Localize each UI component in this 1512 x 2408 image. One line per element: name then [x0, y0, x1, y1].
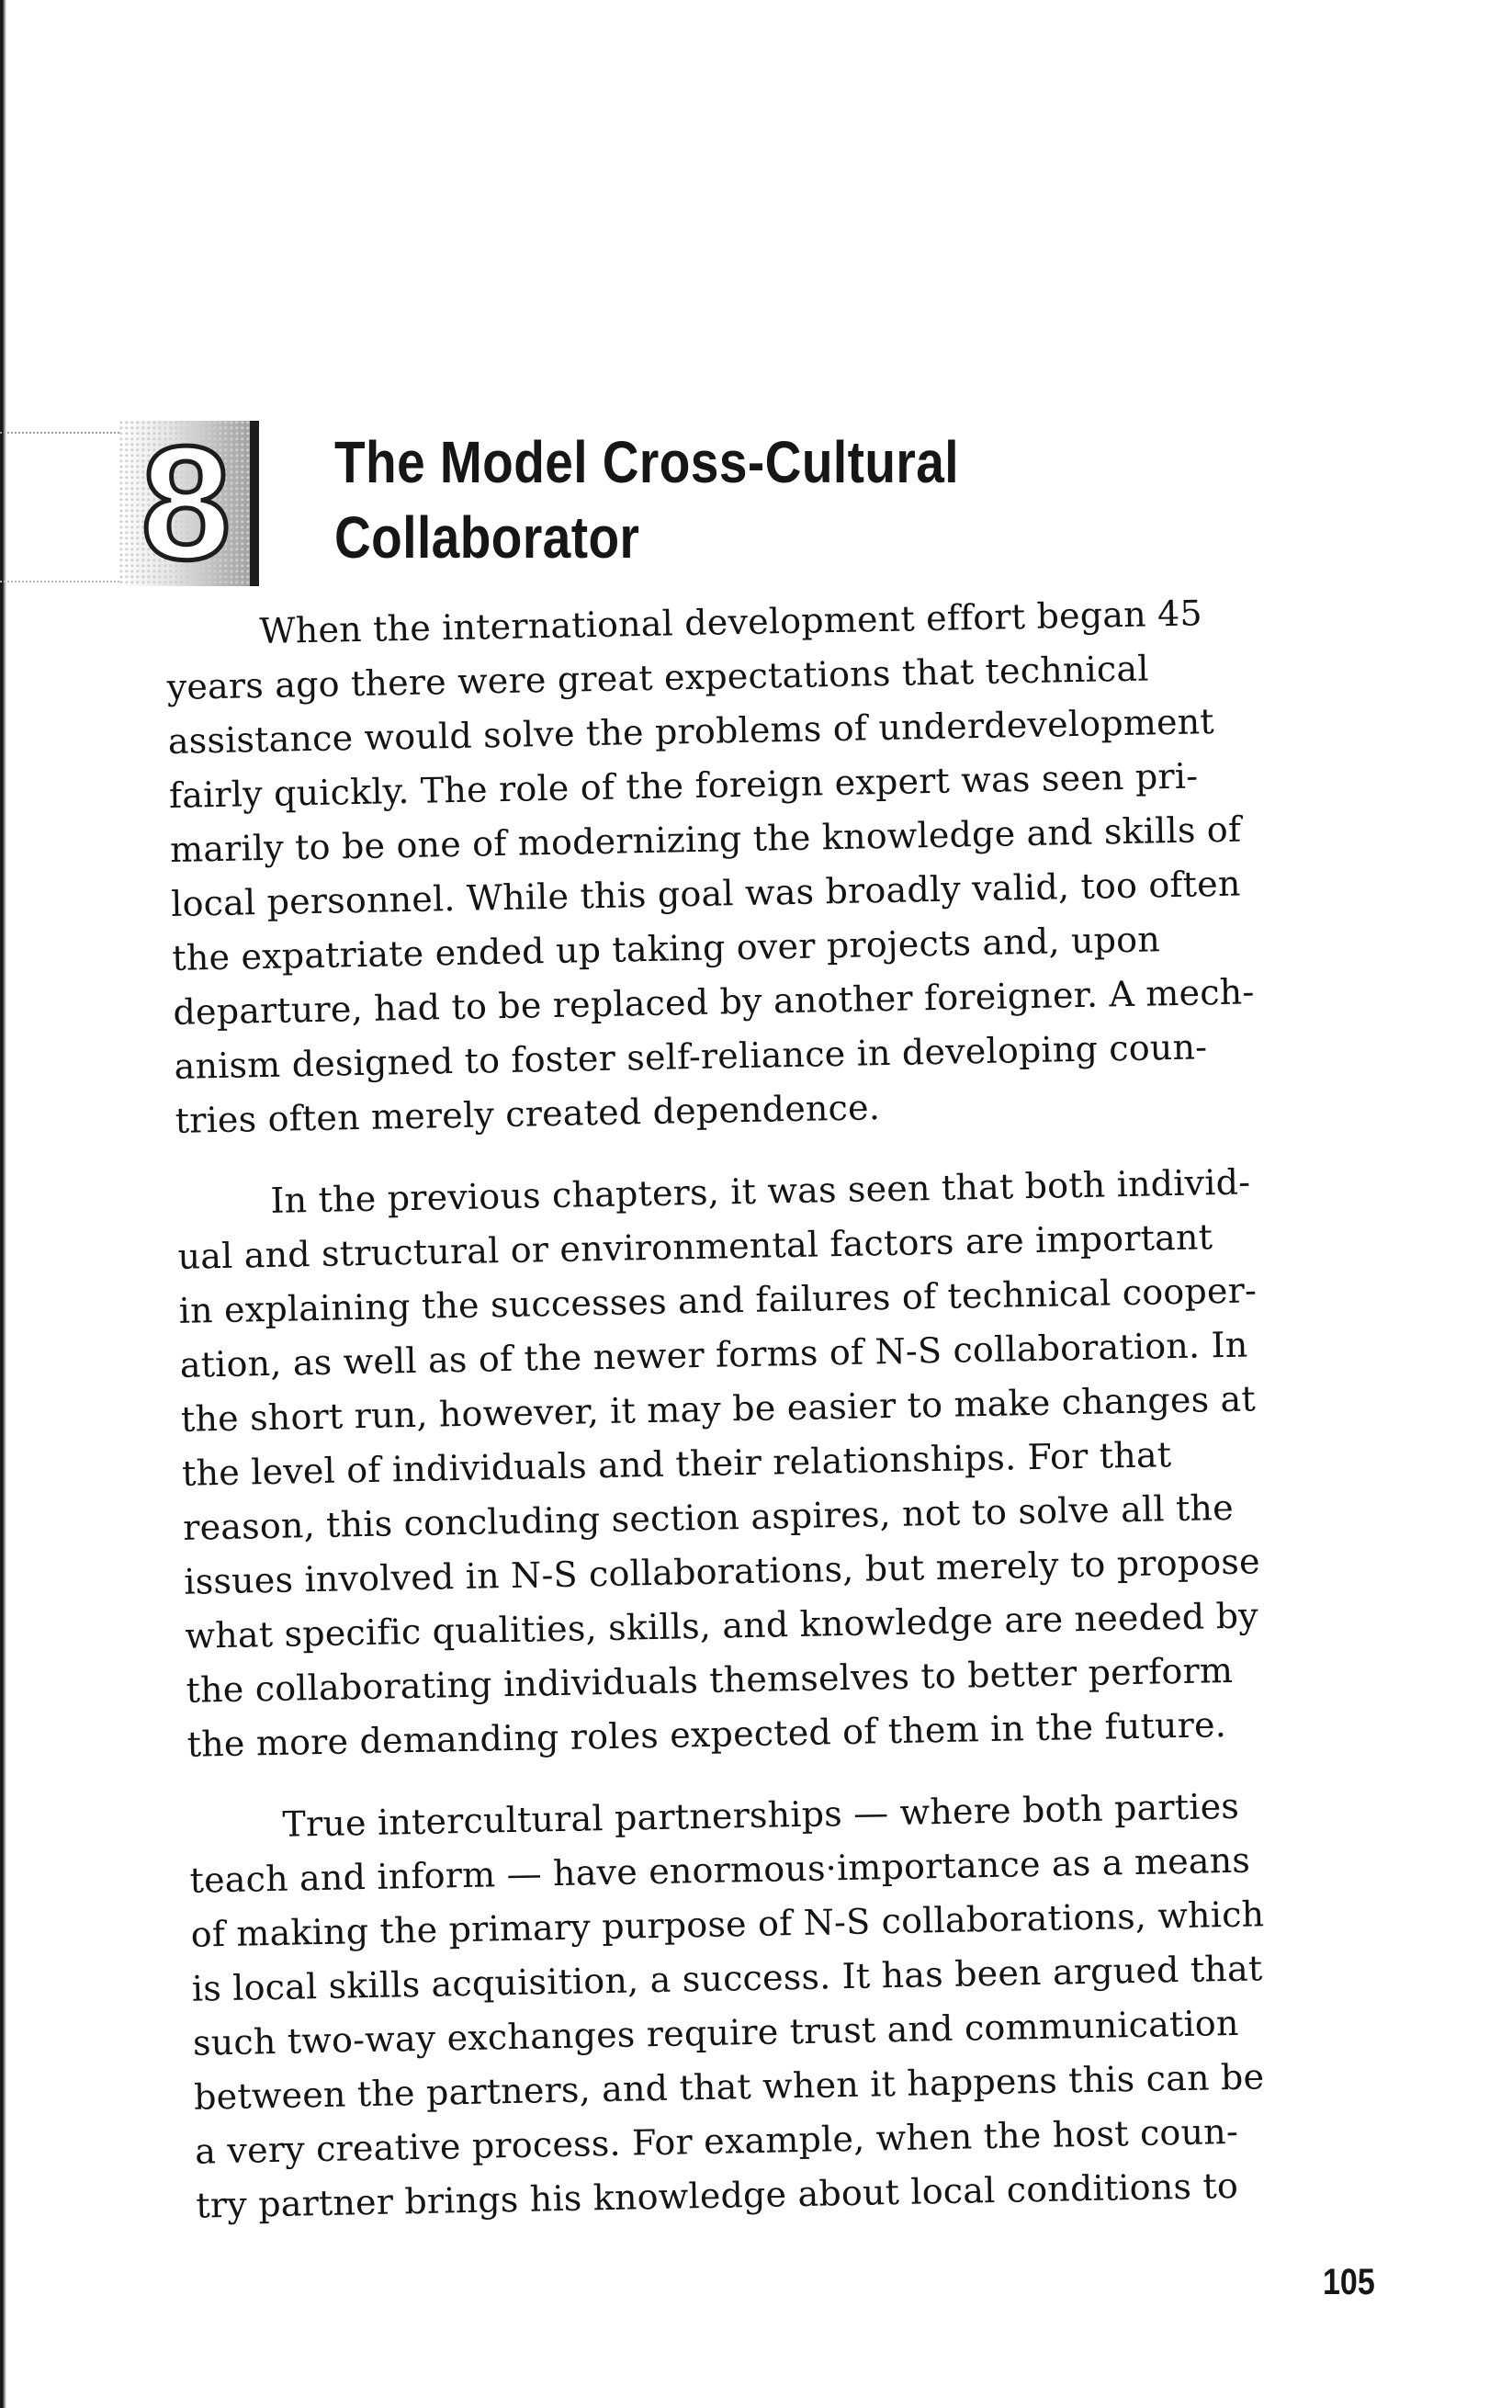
text-line: the short run, however, it may be easier to make changes at: [180, 1378, 1257, 1440]
text-line: True intercultural partnerships — where both parties: [282, 1785, 1240, 1845]
paragraph-3: [188, 1776, 1418, 2233]
text-line: When the international development effort began 45: [259, 593, 1203, 652]
chapter-badge-bar: [250, 421, 259, 586]
text-line: years ago there were great expectations that technical: [166, 648, 1149, 707]
text-line: issues involved in N-S collaborations, but merely to propose: [183, 1541, 1261, 1602]
page-number: 105: [1323, 2262, 1375, 2302]
chapter-number: 8: [141, 421, 231, 586]
text-line: between the partners, and that when it happens this can be: [193, 2056, 1265, 2118]
scan-page-edge: [0, 0, 6, 2408]
paragraph-1: [165, 582, 1397, 1147]
text-line: the expatriate ended up taking over projects and, upon: [171, 919, 1161, 978]
text-line: such two-way exchanges require trust and communication: [192, 2002, 1239, 2063]
text-line: ation, as well as of the newer forms of N-S collaboration. In: [179, 1324, 1248, 1385]
text-line: local personnel. While this goal was broadly valid, too often: [170, 863, 1241, 924]
text-line: teach and inform — have enormous·importance as a means: [189, 1839, 1251, 1901]
text-line: tries often merely created dependence.: [175, 1087, 881, 1141]
chapter-title: [334, 424, 1045, 575]
text-line: is local skills acquisition, a success. It has been argued that: [191, 1948, 1263, 2009]
chapter-title-line-2: Collaborator: [334, 504, 640, 571]
text-line: in explaining the successes and failures of technical cooper-: [178, 1270, 1258, 1331]
body-text: [165, 582, 1418, 2260]
text-line: the more demanding roles expected of them in the future.: [186, 1704, 1227, 1765]
text-line: marily to be one of modernizing the knowledge and skills of: [169, 808, 1242, 870]
text-line: a very creative process. For example, when the host coun-: [194, 2110, 1239, 2172]
text-line: anism designed to foster self-reliance in developing coun-: [174, 1026, 1208, 1087]
text-line: In the previous chapters, it was seen that both individ-: [270, 1161, 1251, 1221]
text-line: reason, this concluding section aspires, not to solve all the: [182, 1487, 1235, 1548]
text-line: the level of individuals and their relationships. For that: [181, 1434, 1172, 1494]
text-line: assistance would solve the problems of underdevelopment: [167, 701, 1215, 762]
text-line: try partner brings his knowledge about local conditions to: [196, 2165, 1239, 2226]
text-line: fairly quickly. The role of the foreign expert was seen pri-: [168, 755, 1199, 816]
chapter-number-badge: [119, 421, 259, 586]
text-line: what specific qualities, skills, and knowledge are needed by: [185, 1595, 1259, 1656]
text-line: the collaborating individuals themselves to better perform: [186, 1649, 1234, 1711]
text-line: of making the primary purpose of N-S collaborations, which: [190, 1894, 1265, 1955]
paragraph-2: [176, 1152, 1409, 1771]
text-line: departure, had to be replaced by another foreigner. A mech-: [173, 971, 1255, 1033]
text-line: ual and structural or environmental factors are important: [177, 1216, 1213, 1277]
chapter-title-line-1: The Model Cross-Cultural: [334, 429, 960, 495]
